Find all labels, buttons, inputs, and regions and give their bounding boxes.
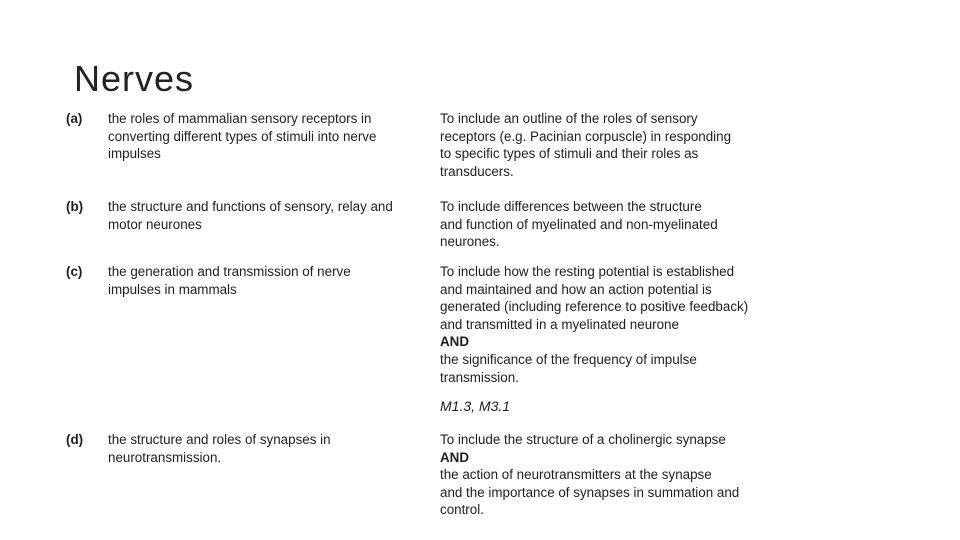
- guidance-line: to specific types of stimuli and their roles as: [440, 146, 699, 162]
- content-line: neurotransmission.: [108, 449, 222, 465]
- row-content: [108, 110, 414, 163]
- guidance-line: generated (including reference to positive feedback): [440, 299, 749, 315]
- guidance-and-keyword: AND: [440, 334, 470, 350]
- spec-row-c: [66, 263, 786, 431]
- content-line: impulses in mammals: [108, 281, 237, 297]
- row-content: [108, 431, 414, 466]
- row-content: [108, 198, 414, 233]
- row-label: (b): [66, 199, 84, 214]
- guidance-line: the significance of the frequency of impulse: [440, 351, 697, 367]
- row-label: (d): [66, 432, 84, 447]
- spec-row-b: [66, 198, 786, 263]
- page-title: Nerves: [74, 58, 195, 99]
- row-content: [108, 263, 414, 298]
- row-label: (c): [66, 264, 83, 279]
- content-line: impulses: [108, 146, 161, 162]
- content-line: the generation and transmission of nerve: [108, 264, 351, 279]
- row-guidance: [440, 198, 780, 251]
- guidance-line: To include how the resting potential is established: [440, 264, 735, 279]
- spec-row-a: [66, 110, 786, 198]
- guidance-line: and the importance of synapses in summation and: [440, 484, 740, 500]
- guidance-line: transducers.: [440, 163, 514, 179]
- content-line: the roles of mammalian sensory receptors in: [108, 111, 372, 126]
- content-line: the structure and roles of synapses in: [108, 432, 331, 447]
- guidance-line: To include differences between the structure: [440, 199, 702, 214]
- content-line: converting different types of stimuli into nerve: [108, 128, 377, 144]
- guidance-line: receptors (e.g. Pacinian corpuscle) in responding: [440, 128, 732, 144]
- content-line: motor neurones: [108, 216, 202, 232]
- maths-reference: M1.3, M3.1: [440, 398, 511, 415]
- specification-table: [66, 110, 786, 521]
- spec-row-d: [66, 431, 786, 521]
- row-guidance: [440, 263, 780, 416]
- guidance-line: and maintained and how an action potential is: [440, 281, 712, 297]
- content-line: the structure and functions of sensory, relay and: [108, 199, 393, 214]
- guidance-line: the action of neurotransmitters at the synapse: [440, 467, 712, 483]
- guidance-line: To include an outline of the roles of sensory: [440, 111, 698, 126]
- guidance-line: transmission.: [440, 369, 519, 385]
- guidance-line: and function of myelinated and non-myelinated: [440, 216, 718, 232]
- guidance-and-keyword: AND: [440, 449, 470, 465]
- guidance-line: To include the structure of a cholinergic synapse: [440, 432, 726, 447]
- guidance-line: neurones.: [440, 234, 500, 250]
- row-label: (a): [66, 111, 83, 126]
- row-guidance: [440, 110, 780, 180]
- guidance-line: and transmitted in a myelinated neurone: [440, 316, 679, 332]
- row-guidance: [440, 431, 780, 519]
- guidance-line: control.: [440, 502, 484, 518]
